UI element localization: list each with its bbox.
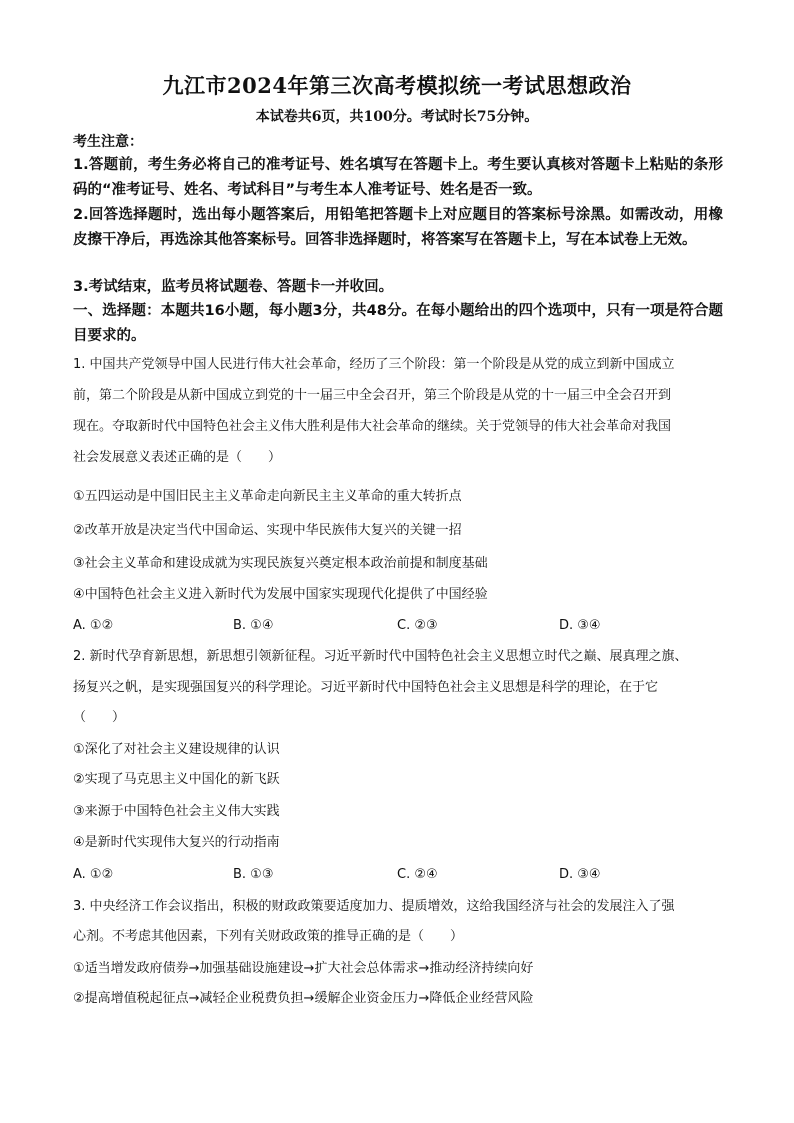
choice-a: A. ①② <box>73 618 114 633</box>
choice-d: D. ③④ <box>559 618 601 633</box>
question-2-line: 扬复兴之帆，是实现强国复兴的科学理论。习近平新时代中国特色社会主义思想是科学的理论，在于它 <box>73 680 659 695</box>
choice-b: B. ①③ <box>233 867 274 882</box>
question-2-statement: ①深化了对社会主义建设规律的认识 <box>73 742 280 757</box>
question-1-line: 社会发展意义表述正确的是（ ） <box>73 450 282 465</box>
question-1-line: 现在。夺取新时代中国特色社会主义伟大胜利是伟大社会革命的继续。关于党领导的伟大社会革命对我国 <box>73 419 672 434</box>
exam-title: 九江市2024年第三次高考模拟统一考试思想政治 <box>162 73 632 98</box>
question-3-statement: ①适当增发政府债券→加强基础设施建设→扩大社会总体需求→推动经济持续向好 <box>73 961 534 976</box>
question-2-statement: ②实现了马克思主义中国化的新飞跃 <box>73 772 280 787</box>
question-1-line: 1. 中国共产党领导中国人民进行伟大社会革命，经历了三个阶段：第一个阶段是从党的成立到新中国成立 <box>73 357 675 372</box>
question-1-statement: ④中国特色社会主义进入新时代为发展中国家实现现代化提供了中国经验 <box>73 587 488 602</box>
question-2-statement: ③来源于中国特色社会主义伟大实践 <box>73 804 280 819</box>
question-2-statement: ④是新时代实现伟大复兴的行动指南 <box>73 835 280 850</box>
choice-a: A. ①② <box>73 867 114 882</box>
question-3-statement: ②提高增值税起征点→减轻企业税费负担→缓解企业资金压力→降低企业经营风险 <box>73 991 534 1006</box>
exam-subtitle: 本试卷共6页，共100分。考试时长75分钟。 <box>255 109 539 125</box>
question-1-statement: ②改革开放是决定当代中国命运、实现中华民族伟大复兴的关键一招 <box>73 523 462 538</box>
question-3-line: 3. 中央经济工作会议指出，积极的财政政策要适度加力、提质增效，这给我国经济与社会的发展注入了强 <box>73 899 675 914</box>
question-1-statement: ①五四运动是中国旧民主主义革命走向新民主主义革命的重大转折点 <box>73 489 462 504</box>
question-3-line: 心剂。不考虑其他因素，下列有关财政政策的推导正确的是（ ） <box>73 929 464 944</box>
question-2-line: （ ） <box>73 710 126 725</box>
notice-item-3: 3.考试结束，监考员将试题卷、答题卡一并收回。 <box>73 279 394 295</box>
question-2-line: 2. 新时代孕育新思想，新思想引领新征程。习近平新时代中国特色社会主义思想立时代之巅、展真理之旗、 <box>73 649 688 664</box>
question-1-statement: ③社会主义革命和建设成就为实现民族复兴奠定根本政治前提和制度基础 <box>73 556 488 571</box>
question-1-choices <box>73 616 733 636</box>
choice-c: C. ②④ <box>397 867 438 882</box>
question-1-line: 前，第二个阶段是从新中国成立到党的十一届三中全会召开，第三个阶段是从党的十一届三中全会召开到 <box>73 388 672 403</box>
choice-b: B. ①④ <box>233 618 274 633</box>
notice-item-2: 2.回答选择题时，选出每小题答案后，用铅笔把答题卡上对应题目的答案标号涂黑。如需改动，用橡皮擦干净后，再选涂其他答案标号。回答非选择题时，将答案写在答题卡上，写在本试卷上无效。 <box>73 207 723 248</box>
choice-c: C. ②③ <box>397 618 438 633</box>
question-2-choices <box>73 865 733 885</box>
notice-item-1: 1.答题前，考生务必将自己的准考证号、姓名填写在答题卡上。考生要认真核对答题卡上粘贴的条形码的“准考证号、姓名、考试科目”与考生本人准考证号、姓名是否一致。 <box>73 157 723 198</box>
section-1-heading: 一、选择题：本题共16小题，每小题3分，共48分。在每小题给出的四个选项中，只有一项是符合题目要求的。 <box>73 303 723 344</box>
choice-d: D. ③④ <box>559 867 601 882</box>
notice-heading: 考生注意： <box>73 134 143 150</box>
